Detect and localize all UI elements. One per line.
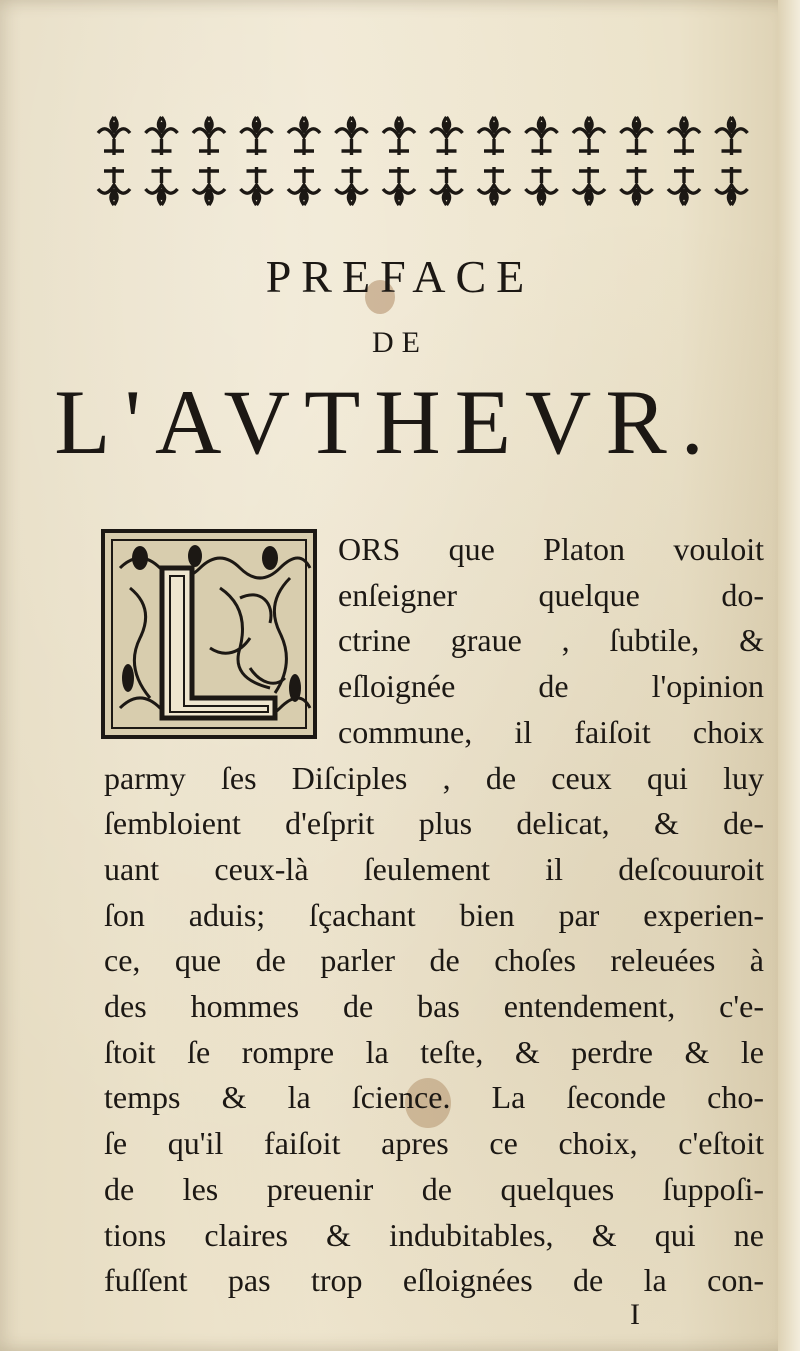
text-line: parmy ſes Diſciples , de ceux qui luy (104, 760, 764, 796)
fleuron-bud-icon (300, 192, 308, 200)
fleuron-bud-icon (205, 122, 213, 130)
fleuron-bud-icon (395, 192, 403, 200)
text-line: uant ceux-là ſeulement il deſcouuroit (104, 851, 764, 887)
fleuron-bud-icon (348, 122, 356, 130)
fleuron-bud-icon (728, 122, 736, 130)
decorated-initial-l (100, 528, 318, 740)
fleuron-bud-icon (253, 122, 261, 130)
text-line: ORS que Platon vouloit (338, 531, 764, 567)
title-preface: PREFACE (265, 251, 535, 302)
fleuron-bud-icon (585, 192, 593, 200)
fleuron-bud-icon (443, 122, 451, 130)
fleuron-bud-icon (348, 192, 356, 200)
fleuron-bud-icon (300, 122, 308, 130)
fleuron-bud-icon (110, 122, 118, 130)
text-line: fuſſent pas trop eſloignées de la con- (104, 1262, 764, 1298)
fleuron-bud-icon (538, 122, 546, 130)
fleuron-bud-icon (253, 192, 261, 200)
text-line: eſloignée de l'opinion (338, 668, 764, 704)
fleuron-bud-icon (538, 192, 546, 200)
fleuron-bud-icon (158, 192, 166, 200)
fleuron-ornament-bottom (92, 162, 758, 208)
text-line: ce, que de parler de choſes releuées à (104, 942, 764, 978)
fleuron-ornament-top (92, 114, 758, 160)
fleuron-bud-icon (728, 192, 736, 200)
text-line: tions claires & indubitables, & qui ne (104, 1217, 764, 1253)
fleuron-bud-icon (490, 192, 498, 200)
fleuron-bud-icon (205, 192, 213, 200)
text-line: ſe qu'il faiſoit apres ce choix, c'eſtoit (104, 1125, 764, 1161)
title-de: DE (372, 326, 428, 359)
text-line: ſembloient d'eſprit plus delicat, & de- (104, 805, 764, 841)
fleuron-bud-icon (110, 192, 118, 200)
text-line: ſon aduis; ſçachant bien par experien- (104, 897, 764, 933)
text-line: ſtoit ſe rompre la teſte, & perdre & le (104, 1034, 764, 1070)
fleuron-bud-icon (395, 122, 403, 130)
fleuron-bud-icon (490, 122, 498, 130)
text-line: enſeigner quelque do- (338, 577, 764, 613)
fleuron-bud-icon (633, 122, 641, 130)
title-autheur: L'AVTHEVR. (54, 371, 718, 473)
text-line: des hommes de bas entendement, c'e- (104, 988, 764, 1024)
text-line: commune, il faiſoit choix (338, 714, 764, 750)
fleuron-bud-icon (633, 192, 641, 200)
text-line: ctrine graue , ſubtile, & (338, 622, 764, 658)
text-line: de les preuenir de quelques ſuppoſi- (104, 1171, 764, 1207)
fleuron-bud-icon (443, 192, 451, 200)
fleuron-bud-icon (680, 192, 688, 200)
folio-signature: I (630, 1298, 640, 1331)
text-line: temps & la ſcience. La ſeconde cho- (104, 1079, 764, 1115)
page-edge (778, 0, 800, 1351)
fleuron-bud-icon (585, 122, 593, 130)
fleuron-bud-icon (158, 122, 166, 130)
fleuron-bud-icon (680, 122, 688, 130)
